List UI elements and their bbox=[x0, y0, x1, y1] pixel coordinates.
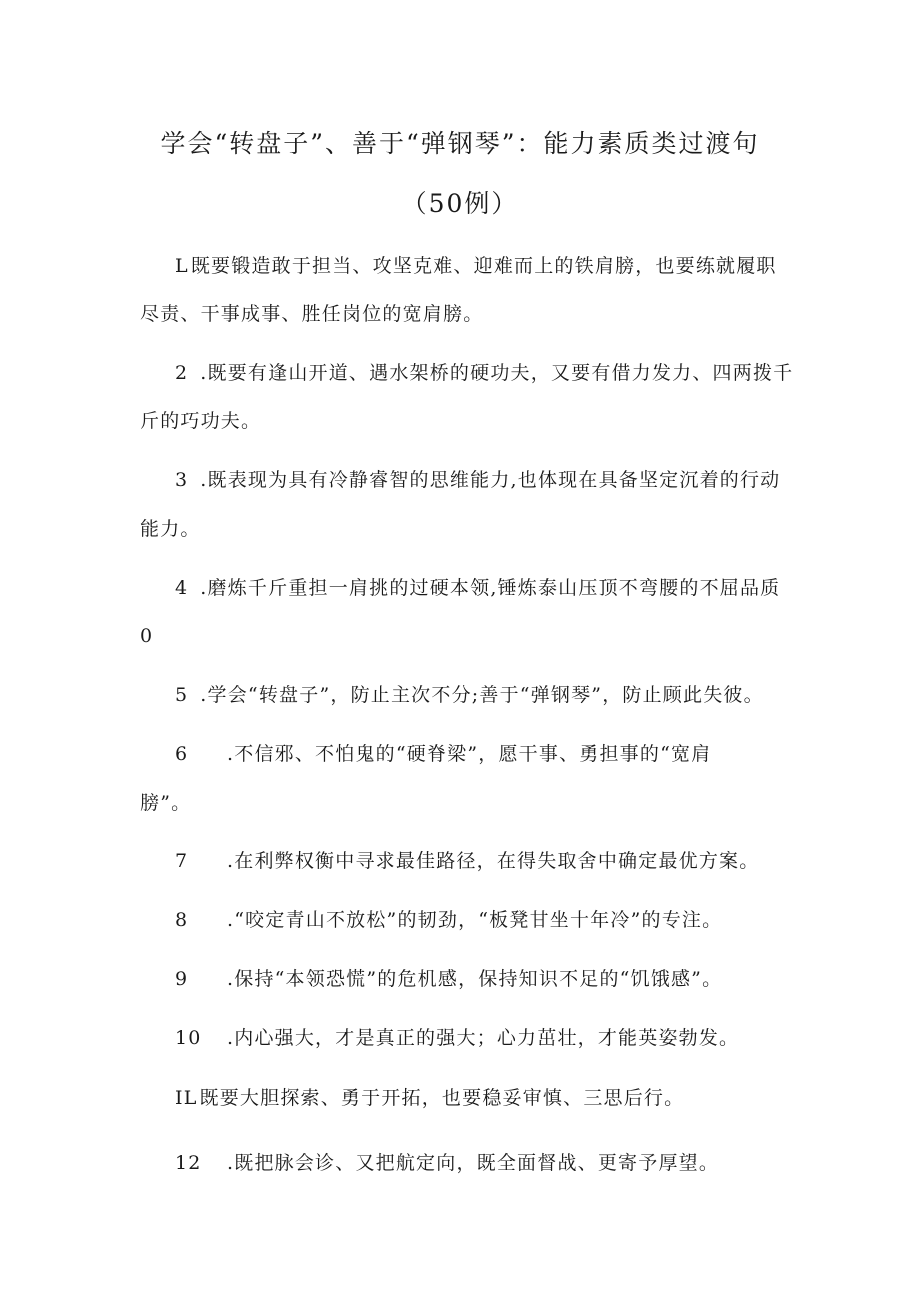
item-number: 2 bbox=[175, 362, 189, 384]
item-text: .学会“转盘子”，防止主次不分;善于“弹钢琴”，防止顾此失彼。 bbox=[200, 684, 764, 706]
list-item bbox=[175, 576, 780, 600]
item-number: 10 bbox=[175, 1027, 202, 1049]
item-number: L bbox=[175, 255, 189, 277]
list-item bbox=[175, 849, 759, 873]
item-text: .不信邪、不怕鬼的“硬脊梁”，愿干事、勇担事的“宽肩 bbox=[227, 743, 712, 765]
list-item bbox=[175, 1151, 719, 1175]
item-number: 8 bbox=[175, 909, 189, 931]
item-number: 7 bbox=[175, 850, 189, 872]
item-number: 6 bbox=[175, 743, 189, 765]
item-number: 12 bbox=[175, 1152, 202, 1174]
item-text: .既把脉会诊、又把航定向，既全面督战、更寄予厚望。 bbox=[227, 1152, 720, 1174]
item-text-continued: 斤的巧功夫。 bbox=[140, 410, 262, 432]
list-item bbox=[175, 1026, 739, 1050]
item-number: 5 bbox=[175, 684, 189, 706]
document-subtitle: （50例） bbox=[401, 189, 519, 218]
document-title: 学会“转盘子”、善于“弹钢琴”：能力素质类过渡句 bbox=[160, 129, 760, 158]
item-text: 既要锻造敢于担当、攻坚克难、迎难而上的铁肩膀，也要练就履职 bbox=[190, 255, 777, 277]
list-item bbox=[175, 361, 793, 385]
list-item bbox=[175, 468, 780, 492]
list-item bbox=[175, 908, 722, 932]
item-number: IL bbox=[175, 1087, 198, 1109]
item-text-continued: 0 bbox=[140, 625, 154, 647]
item-number: 9 bbox=[175, 968, 189, 990]
list-item bbox=[175, 1086, 684, 1110]
item-text: .既要有逢山开道、遇水架桥的硬功夫，又要有借力发力、四两拨千 bbox=[200, 362, 794, 384]
item-text: .在利弊权衡中寻求最佳路径，在得失取舍中确定最优方案。 bbox=[227, 850, 760, 872]
item-text: .既表现为具有冷静睿智的思维能力,也体现在具备坚定沉着的行动 bbox=[200, 469, 781, 491]
item-text-continued: 能力。 bbox=[140, 518, 201, 540]
list-item bbox=[175, 683, 764, 707]
item-text: .内心强大，才是真正的强大；心力茁壮，才能英姿勃发。 bbox=[227, 1027, 740, 1049]
list-item bbox=[175, 254, 777, 278]
list-item bbox=[175, 967, 722, 991]
item-text: .磨炼千斤重担一肩挑的过硬本领,锤炼泰山压顶不弯腰的不屈品质 bbox=[200, 577, 781, 599]
item-text: .“咬定青山不放松”的韧劲，“板凳甘坐十年冷”的专注。 bbox=[227, 909, 723, 931]
item-text-continued: 膀”。 bbox=[140, 792, 192, 814]
item-text: .保持“本领恐慌”的危机感，保持知识不足的“饥饿感”。 bbox=[227, 968, 723, 990]
list-item bbox=[175, 742, 711, 766]
item-text-continued: 尽责、干事成事、胜任岗位的宽肩膀。 bbox=[140, 303, 484, 325]
item-number: 4 bbox=[175, 577, 189, 599]
item-text: 既要大胆探索、勇于开拓，也要稳妥审慎、三思后行。 bbox=[199, 1087, 685, 1109]
item-number: 3 bbox=[175, 469, 189, 491]
